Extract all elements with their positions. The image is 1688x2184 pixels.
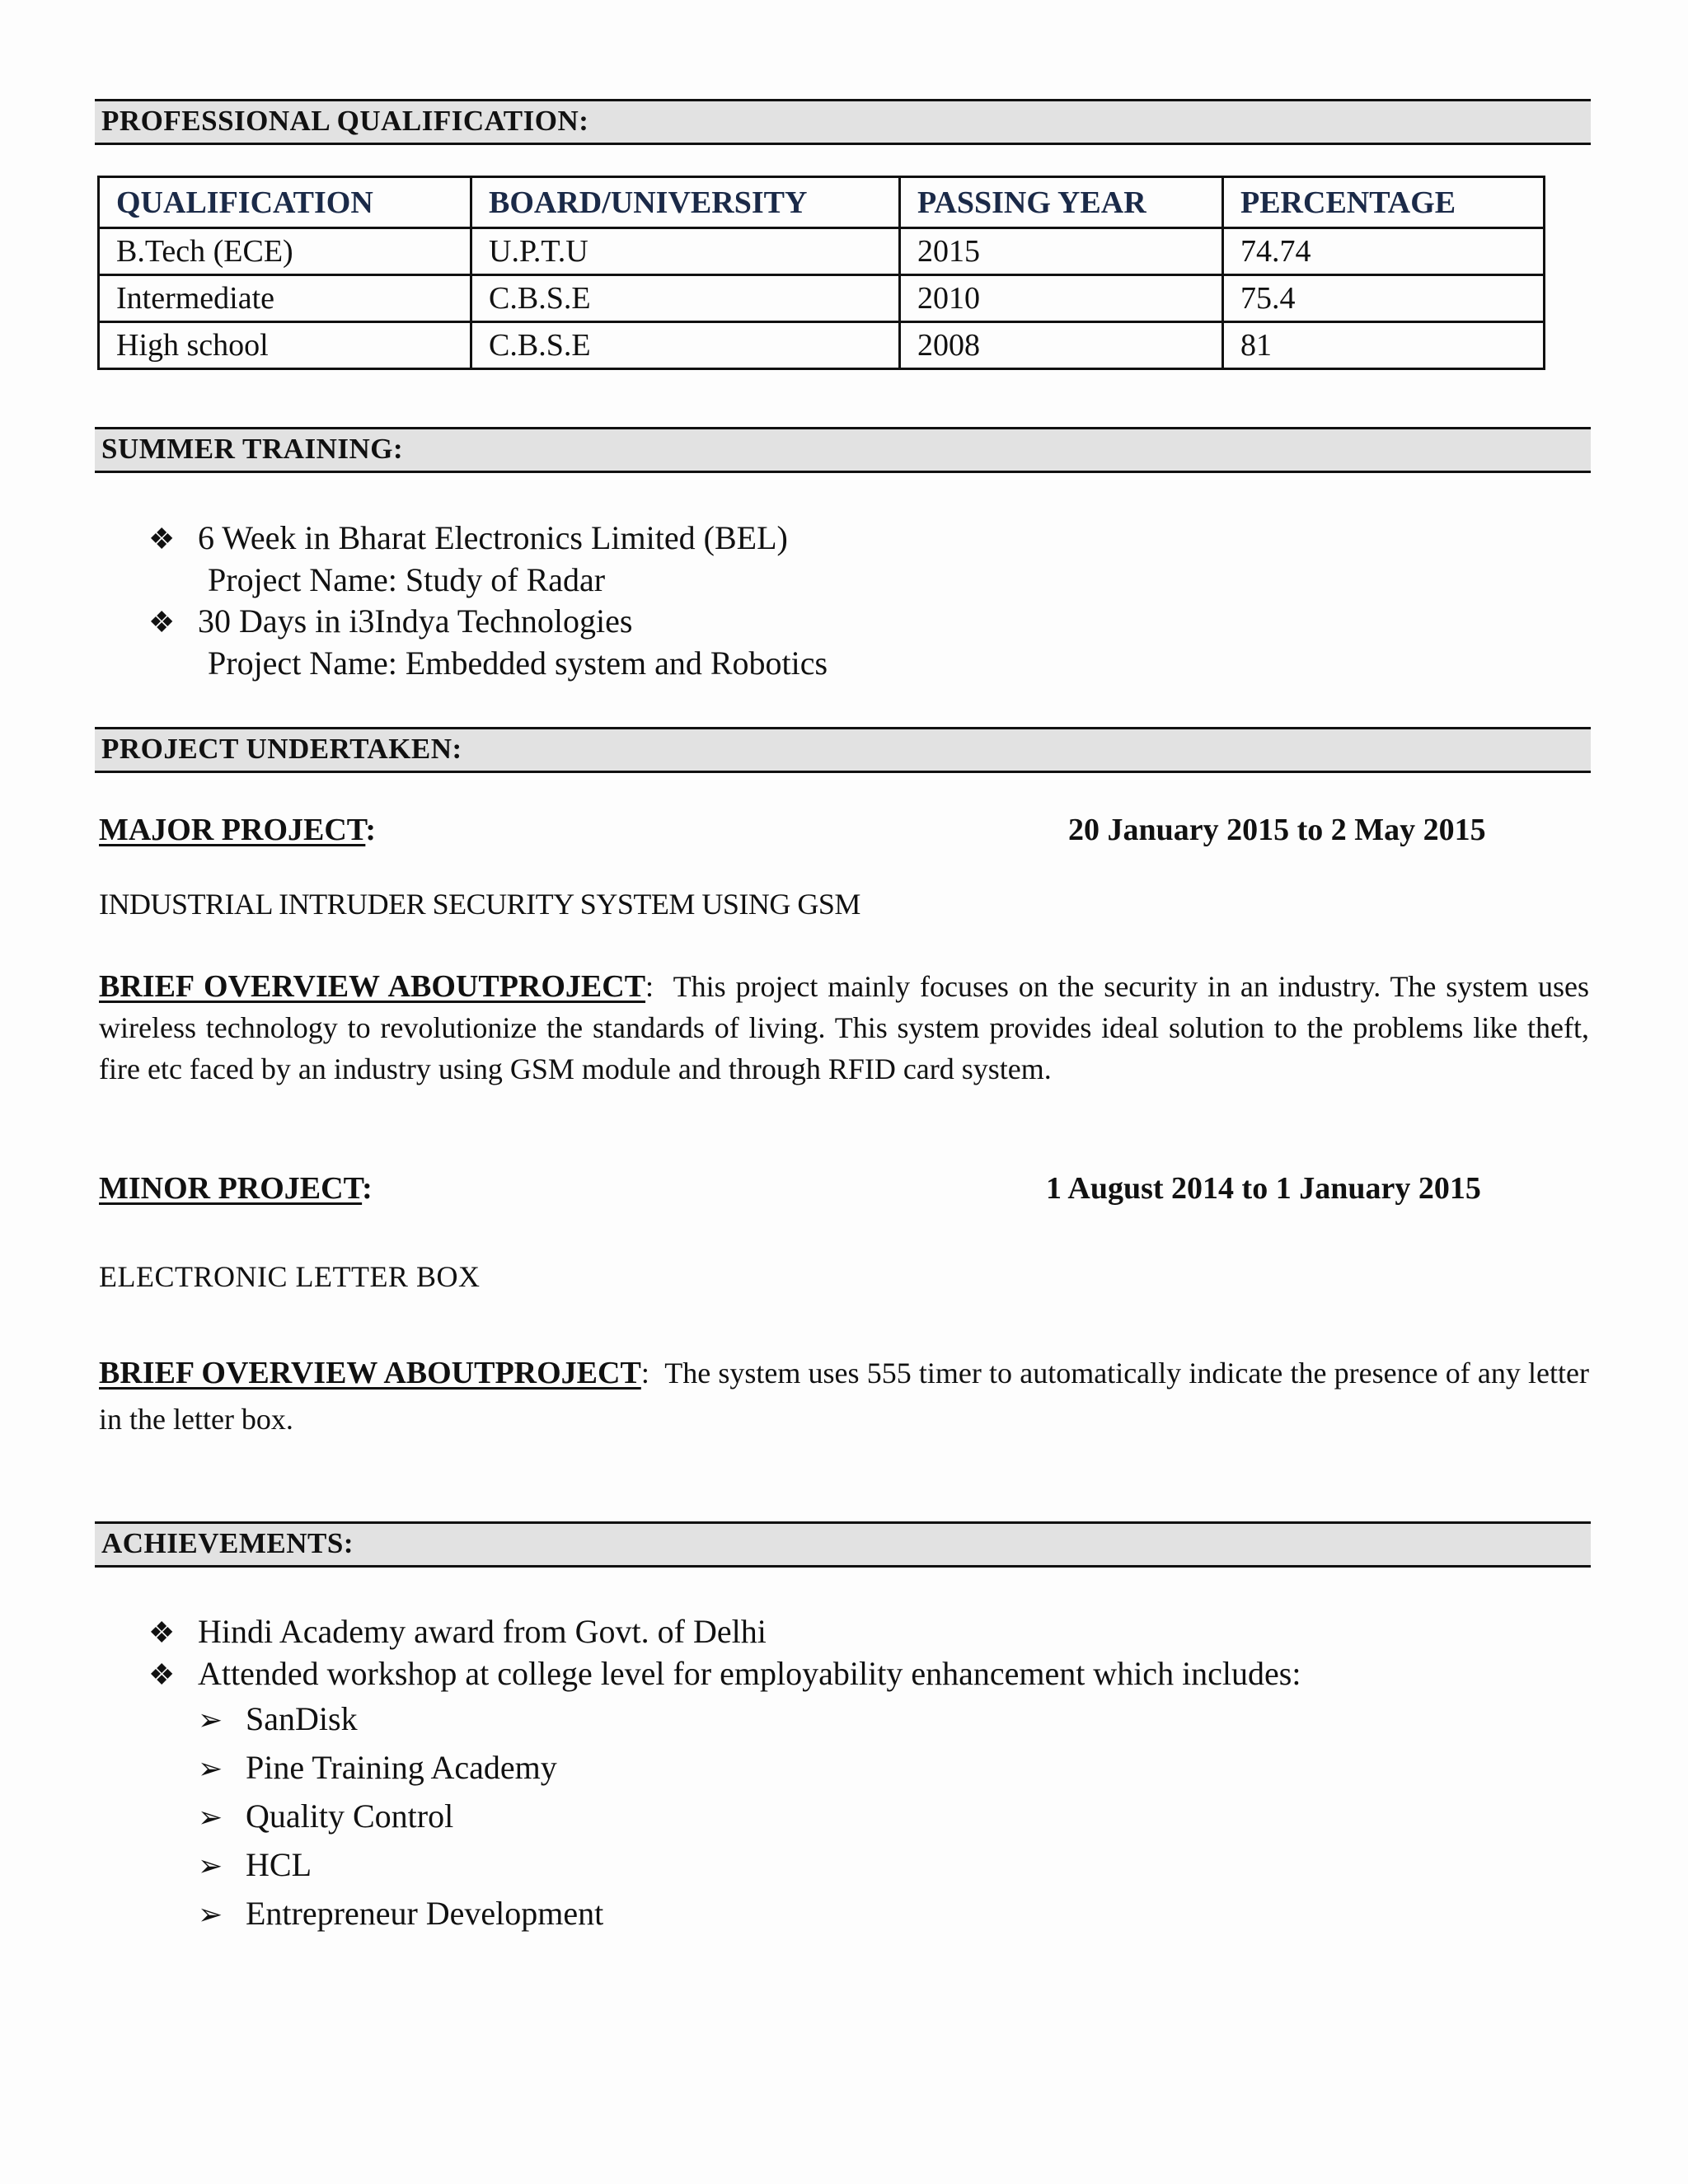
list-item: [148, 1744, 1301, 1793]
achievement-text: Attended workshop at college level for employability enhancement which includes:: [198, 1655, 1301, 1692]
workshop-text: Pine Training Academy: [246, 1749, 557, 1786]
table-cell: 74.74: [1223, 228, 1545, 275]
major-project-heading: [99, 812, 376, 848]
qualification-table: [97, 176, 1545, 370]
table-cell: 2008: [900, 322, 1223, 369]
section-header-projects: PROJECT UNDERTAKEN:: [95, 727, 1591, 773]
list-item: [148, 1890, 1301, 1938]
arrow-bullet-icon: ➢: [198, 1752, 223, 1785]
arrow-bullet-icon: ➢: [198, 1849, 223, 1882]
workshop-text: SanDisk: [246, 1700, 358, 1737]
minor-project-label: MINOR PROJECT: [99, 1171, 363, 1206]
table-row: [99, 275, 1545, 322]
table-header-row: [99, 177, 1545, 228]
achievement-text: Hindi Academy award from Govt. of Delhi: [198, 1613, 767, 1650]
training-title: 30 Days in i3Indya Technologies: [198, 602, 633, 640]
list-item: [148, 518, 828, 560]
diamond-bullet-icon: ❖: [148, 1658, 176, 1691]
table-cell: 81: [1223, 322, 1545, 369]
training-list: [148, 518, 828, 684]
table-cell: Intermediate: [99, 275, 471, 322]
workshop-text: Quality Control: [246, 1797, 454, 1835]
overview-colon: :: [640, 1357, 649, 1390]
table-cell: High school: [99, 322, 471, 369]
major-project-overview: [99, 966, 1589, 1090]
diamond-bullet-icon: ❖: [148, 1616, 176, 1649]
major-project-name: INDUSTRIAL INTRUDER SECURITY SYSTEM USING GSM: [99, 888, 860, 921]
minor-project-name: ELECTRONIC LETTER BOX: [99, 1260, 481, 1293]
list-item: [148, 601, 828, 643]
workshop-text: Entrepreneur Development: [246, 1895, 604, 1932]
table-cell: B.Tech (ECE): [99, 228, 471, 275]
arrow-bullet-icon: ➢: [198, 1801, 223, 1834]
minor-project-colon: :: [362, 1171, 373, 1206]
achievements-list: [148, 1611, 1301, 1938]
list-item: [148, 1841, 1301, 1890]
arrow-bullet-icon: ➢: [198, 1704, 223, 1736]
overview-colon: :: [645, 970, 654, 1003]
major-project-label: MAJOR PROJECT: [99, 813, 366, 847]
training-project: Project Name: Study of Radar: [208, 561, 606, 598]
table-cell: C.B.S.E: [471, 322, 900, 369]
minor-project-dates: 1 August 2014 to 1 January 2015: [1046, 1171, 1481, 1206]
major-project-dates: 20 January 2015 to 2 May 2015: [1068, 813, 1486, 847]
section-header-achievements: ACHIEVEMENTS:: [95, 1521, 1591, 1568]
column-header: PERCENTAGE: [1223, 177, 1545, 228]
training-title: 6 Week in Bharat Electronics Limited (BEL): [198, 519, 788, 556]
list-item: [148, 1793, 1301, 1841]
minor-project-heading: [99, 1170, 373, 1207]
column-header: PASSING YEAR: [900, 177, 1223, 228]
table-cell: 2010: [900, 275, 1223, 322]
overview-text: This project mainly focuses on the security in an industry. The system uses wireless technology to revolutionize the standards of living. This system provides ideal solution to the problems like theft, fire etc faced by an industry using GSM module and through RFID card system.: [99, 970, 1589, 1085]
table-cell: 2015: [900, 228, 1223, 275]
overview-label: BRIEF OVERVIEW ABOUTPROJECT: [99, 969, 646, 1004]
table-cell: U.P.T.U: [471, 228, 900, 275]
table-cell: C.B.S.E: [471, 275, 900, 322]
list-item: [148, 1653, 1301, 1695]
minor-project-overview: [99, 1350, 1589, 1442]
table-row: [99, 322, 1545, 369]
workshop-text: HCL: [246, 1846, 312, 1883]
overview-text: The system uses 555 timer to automatically indicate the presence of any letter in the letter box.: [99, 1357, 1590, 1436]
overview-label: BRIEF OVERVIEW ABOUTPROJECT: [99, 1356, 641, 1390]
table-cell: 75.4: [1223, 275, 1545, 322]
major-project-colon: :: [365, 813, 376, 847]
diamond-bullet-icon: ❖: [148, 606, 176, 639]
arrow-bullet-icon: ➢: [198, 1898, 223, 1931]
list-item: [148, 1695, 1301, 1744]
diamond-bullet-icon: ❖: [148, 523, 176, 555]
table-row: [99, 228, 1545, 275]
list-item: [148, 1611, 1301, 1653]
column-header: QUALIFICATION: [99, 177, 471, 228]
training-project: Project Name: Embedded system and Robotics: [208, 644, 828, 682]
column-header: BOARD/UNIVERSITY: [471, 177, 900, 228]
section-header-qualification: PROFESSIONAL QUALIFICATION:: [95, 99, 1591, 145]
section-header-training: SUMMER TRAINING:: [95, 427, 1591, 473]
